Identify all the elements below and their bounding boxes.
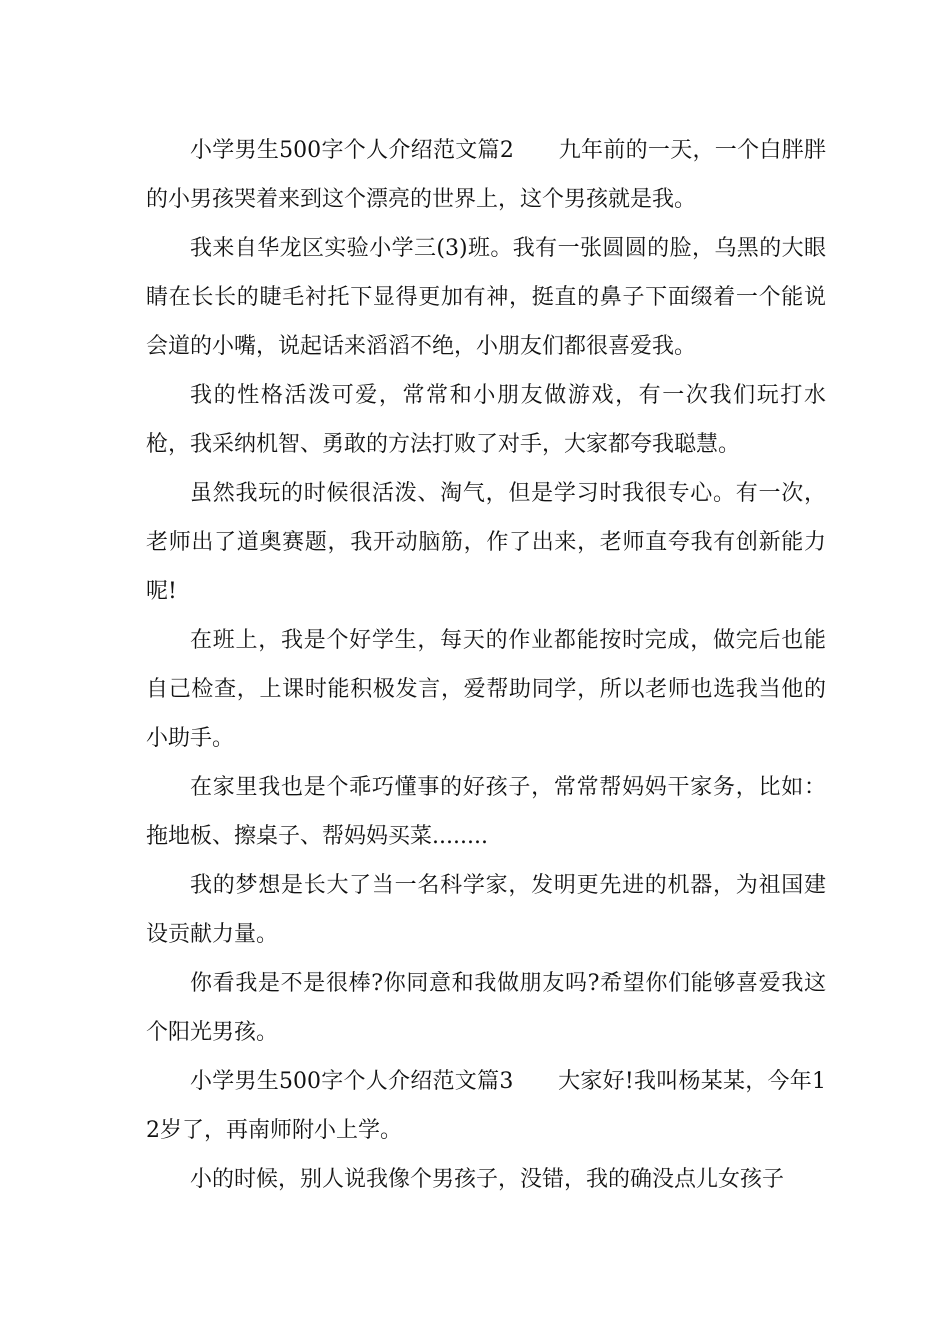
paragraph-6: 在家里我也是个乖巧懂事的好孩子，常常帮妈妈干家务，比如：拖地板、擦桌子、帮妈妈买菜........	[146, 775, 826, 849]
paragraph-5: 在班上，我是个好学生，每天的作业都能按时完成，做完后也能自己检查，上课时能积极发言，爱帮助同学，所以老师也选我当他的小助手。	[146, 628, 826, 751]
paragraph-2: 我来自华龙区实验小学三(3)班。我有一张圆圆的脸，乌黑的大眼睛在长长的睫毛衬托下显得更加有神，挺直的鼻子下面缀着一个能说会道的小嘴，说起话来滔滔不绝，小朋友们都很喜爱我。	[146, 236, 826, 359]
paragraph-4: 虽然我玩的时候很活泼、淘气，但是学习时我很专心。有一次，老师出了道奥赛题，我开动脑筋，作了出来，老师直夸我有创新能力呢!	[146, 481, 826, 604]
paragraph-1: 小学男生500字个人介绍范文篇2 九年前的一天，一个白胖胖的小男孩哭着来到这个漂亮的世界上，这个男孩就是我。	[146, 138, 826, 212]
document-body	[146, 126, 826, 1204]
paragraph-3: 我的性格活泼可爱，常常和小朋友做游戏，有一次我们玩打水枪，我采纳机智、勇敢的方法打败了对手，大家都夸我聪慧。	[146, 383, 826, 457]
paragraph-9: 小学男生500字个人介绍范文篇3 大家好!我叫杨某某，今年12岁了，再南师附小上学。	[146, 1069, 826, 1143]
paragraph-10: 小的时候，别人说我像个男孩子，没错，我的确没点儿女孩子	[190, 1167, 785, 1192]
paragraph-7: 我的梦想是长大了当一名科学家，发明更先进的机器，为祖国建设贡献力量。	[146, 873, 826, 947]
paragraph-8: 你看我是不是很棒?你同意和我做朋友吗?希望你们能够喜爱我这个阳光男孩。	[146, 971, 826, 1045]
